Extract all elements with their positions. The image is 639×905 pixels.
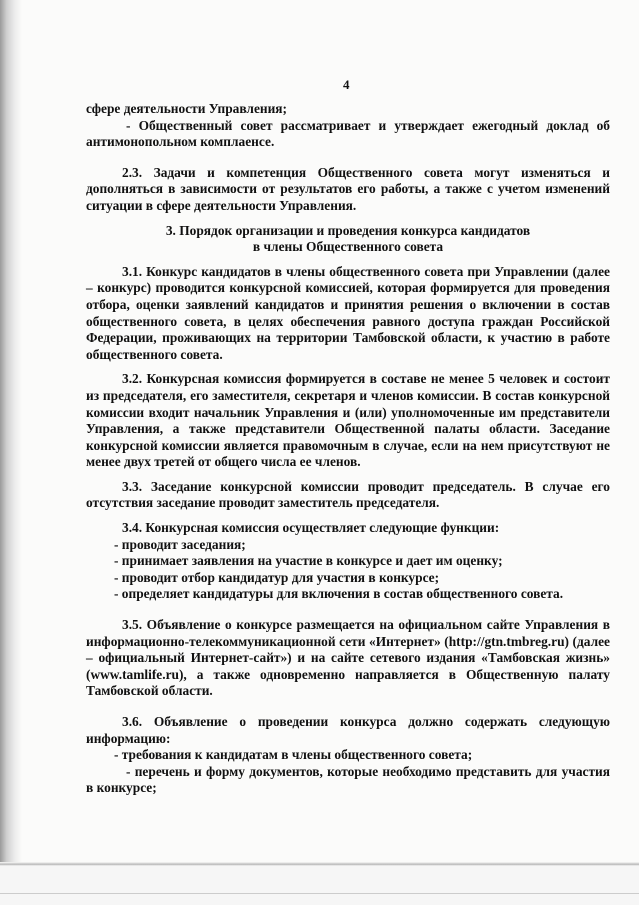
spacer xyxy=(86,256,610,264)
paragraph-3-4: 3.4. Конкурсная комиссия осуществляет следующие функции: xyxy=(122,520,500,536)
below-page-line xyxy=(0,893,639,894)
spacer xyxy=(86,471,610,479)
spacer xyxy=(86,700,610,714)
spacer xyxy=(86,603,610,617)
paragraph-3-2: 3.2. Конкурсная комиссия формируется в составе не менее 5 человек и состоит из председателя, его заместителя, секретаря и членов комиссии. В состав конкурсной комиссии входит начальник Управления и (или) уполномоченные им представители Управления, а также представители Общественной палаты области. Заседание конкурсной комиссии является правомочным в случае, если на нем присутствуют не менее двух третей от общего числа ее членов. xyxy=(86,371,610,470)
list-item-selection: - проводит отбор кандидатур для участия в конкурсе; xyxy=(114,569,440,585)
list-item-applications: - принимает заявления на участие в конкурсе и дает им оценку; xyxy=(114,553,503,569)
paragraph-3-3: 3.3. Заседание конкурсной комиссии проводит председатель. В случае его отсутствия заседание проводит заместитель председателя. xyxy=(86,478,610,511)
paragraph-3-5: 3.5. Объявление о конкурсе размещается на официальном сайте Управления в информационно-телекоммуникационной сети «Интернет» (http://gtn.tmbreg.ru) (далее – официальный Интернет-сайт») и на сайте сетевого издания «Тамбовская жизнь» (www.tamlife.ru), а также одновременно направляется в Общественную палату Тамбовской области. xyxy=(86,617,610,699)
paragraph-documents-list: - перечень и форму документов, которые необходимо представить для участия в конкурсе; xyxy=(86,763,610,796)
section-heading-line-1: 3. Порядок организации и проведения конкурса кандидатов xyxy=(165,222,531,238)
paragraph-3-1: 3.1. Конкурс кандидатов в члены общественного совета при Управлении (далее – конкурс) проводится конкурсной комиссией, которая формируется для проведения отбора, оценки заявлений кандидатов и принятия решения о включении в состав общественного совета, в целях обеспечения равного доступа граждан Российской Федерации, проживающих на территории Тамбовской области, к участию в работе общественного совета. xyxy=(86,263,610,362)
paragraph-3-6: 3.6. Объявление о проведении конкурса должно содержать следующую информацию: xyxy=(86,714,610,746)
page-number: 4 xyxy=(343,77,350,92)
below-page-area xyxy=(0,866,639,905)
spacer xyxy=(86,512,610,520)
paragraph-2-3: 2.3. Задачи и компетенция Общественного совета могут изменяться и дополняться в зависимости от результатов его работы, а также с учетом изменений ситуации в сфере деятельности Управления. xyxy=(86,164,610,213)
spacer xyxy=(86,151,610,165)
list-item-meetings: - проводит заседания; xyxy=(114,536,246,552)
paragraph-compliance-report: - Общественный совет рассматривает и утверждает ежегодный доклад об антимонопольном комплаенсе. xyxy=(86,117,610,150)
list-item-candidates: - определяет кандидатуры для включения в состав общественного совета. xyxy=(114,586,564,602)
paragraph-sphere: сфере деятельности Управления; xyxy=(86,101,288,116)
page-left-edge-shadow xyxy=(0,0,22,870)
list-item-requirements: - требования к кандидатам в члены общественного совета; xyxy=(114,747,473,763)
document-body xyxy=(86,101,610,797)
section-heading-line-2: в члены Общественного совета xyxy=(252,239,444,255)
spacer xyxy=(86,363,610,371)
spacer xyxy=(86,215,610,223)
